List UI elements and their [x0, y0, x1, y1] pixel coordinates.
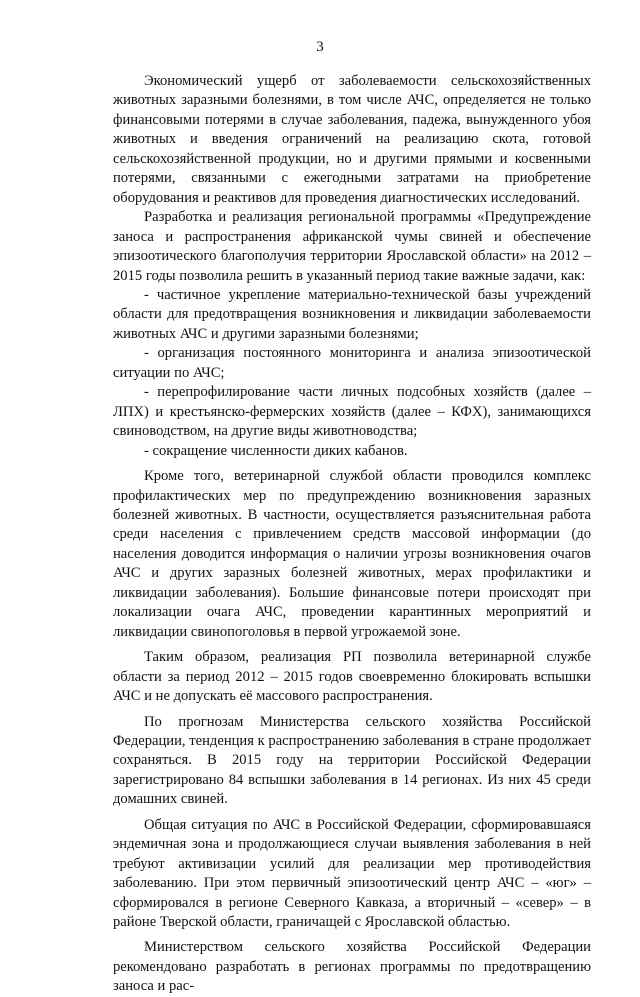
list-item-monitoring: - организация постоянного мониторинга и анализа эпизоотической ситуации по АЧС;: [113, 345, 591, 381]
paragraph-ministry-recommendation: Министерством сельского хозяйства Российской Федерации рекомендовано разработать в регионах программы по предотвращению заноса и рас-: [113, 939, 591, 995]
paragraph-general-situation: Общая ситуация по АЧС в Российской Федерации, сформировавшаяся эндемичная зона и продолжающиеся случаи выявления заболевания в ней требуют активизации усилий для реализации мер противодействия заболеванию. При этом первичный эпизоотический центр АЧС – «юг» – сформировался в регионе Северного Кавказа, а вторичный – «север» – в районе Тверской области, граничащей с Ярославской областью.: [113, 816, 591, 931]
paragraph-ministry-forecast: По прогнозам Министерства сельского хозяйства Российской Федерации, тенденция к распространению заболевания в стране продолжает сохраняться. В 2015 году на территории Российской Федерации зарегистрировано 84 вспышки заболевания в 14 регионах. Из них 45 среди домашних свиней.: [113, 713, 591, 808]
list-item-material-base: - частичное укрепление материально-технической базы учреждений области для предотвращения возникновения и ликвидации заболеваемости животных АЧС и другими заразными болезнями;: [113, 286, 591, 342]
paragraph-economic-damage: Экономический ущерб от заболеваемости сельскохозяйственных животных заразными болезнями, в том числе АЧС, определяется не только финансовыми потерями в случае заболевания, падежа, вынужденного убоя животных и введения ограничений на реализацию скота, готовой сельскохозяйственной продукции, но и другими прямыми и косвенными потерями, связанными с ежегодными затратами на приобретение оборудования и реактивов для проведения диагностических исследований.: [113, 73, 591, 206]
document-body: [113, 72, 591, 997]
paragraph-prevention-measures: Кроме того, ветеринарной службой области проводился комплекс профилактических мер по предупреждению возникновения заразных болезней животных. В частности, осуществляется разъяснительная работа среди населения с привлечением средств массовой информации (до населения доводится информация о наличии угрозы возникновения очагов АЧС и других заразных болезней животных, мерах профилактики и ликвидации заболевания). Большие финансовые потери происходят при локализации очага АЧС, проведении карантинных мероприятий и ликвидации свинопоголовья в первой угрожаемой зоне.: [113, 468, 591, 640]
page-number: 3: [316, 39, 324, 55]
list-item-reprofiling: - перепрофилирование части личных подсобных хозяйств (далее – ЛПХ) и крестьянско-фермерских хозяйств (далее – КФХ), занимающихся свиноводством, на другие виды животноводства;: [113, 384, 591, 440]
paragraph-program-results: Таким образом, реализация РП позволила ветеринарной службе области за период 2012 – 2015 годов своевременно блокировать вспышки АЧС и не допускать её массового распространения.: [113, 649, 591, 705]
paragraph-regional-program: Разработка и реализация региональной программы «Предупреждение заноса и распространения африканской чумы свиней и обеспечение эпизоотического благополучия территории Ярославской области» на 2012 – 2015 годы позволила решить в указанный период такие важные задачи, как:: [113, 209, 591, 284]
list-item-wild-boars: - сокращение численности диких кабанов.: [144, 442, 408, 459]
